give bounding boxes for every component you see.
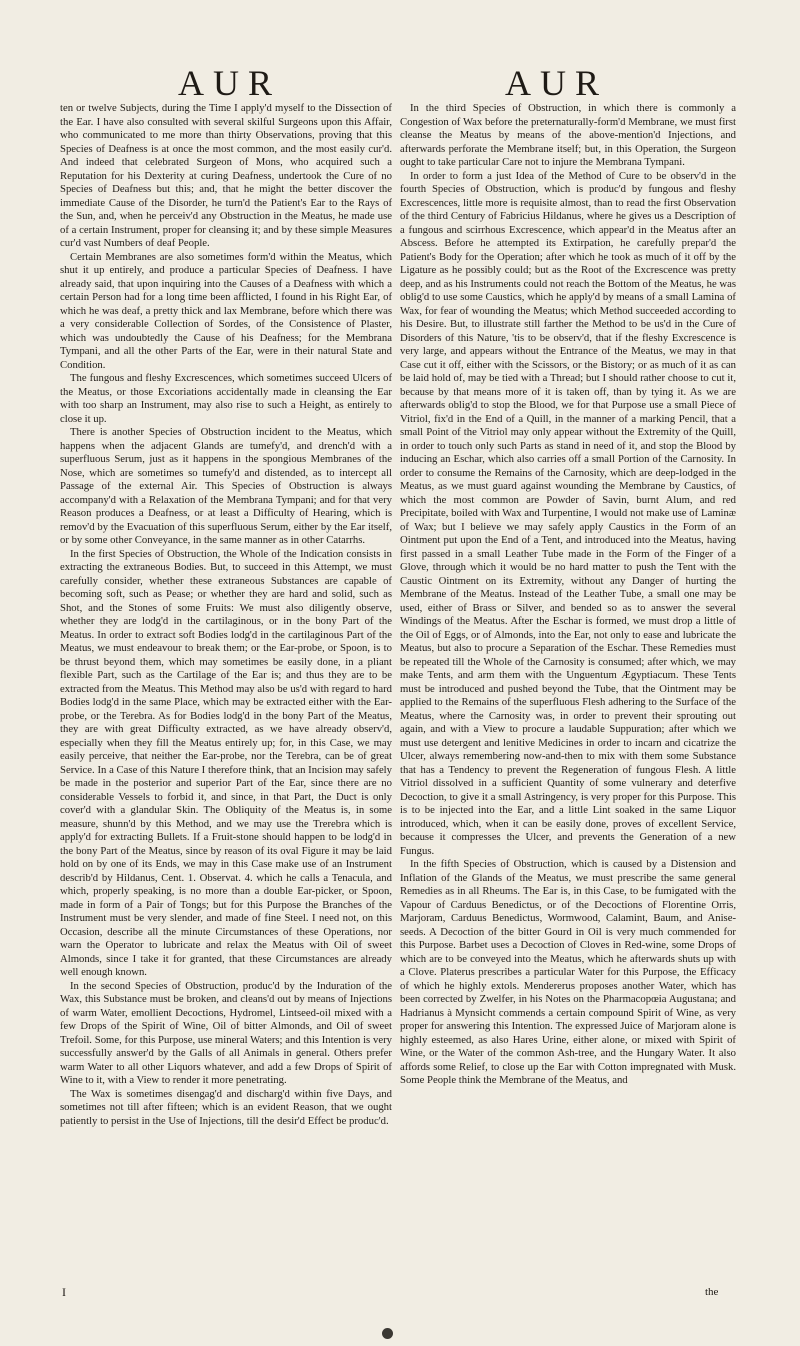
paragraph: In order to form a just Idea of the Method of Cure to be observ'd in the fourth Species of Obstruction, which is produc'd by fungous and fleshy Excrescences, little more is requisite almost, than to read the first Observation of the third Century of Fabricius Hildanus, where he gives us a Description of a fungous and scirrhous Excrescence, which appear'd in the Meatus after an Abscess. Before he attempted its Extirpation, he carefully prepar'd the Patient's Body for the Operation; after which he took as much of it off by the Ligature as he possibly could; but as the Root of the Excrescence was pretty deep, and as his Instruments could not reach the Bottom of the Meatus, he was oblig'd to use some Caustics, which he apply'd by means of a small Lamina of Wax, for fear of wounding the Meatus; which Method succeeded according to his Desire. But, to illustrate still farther the Method to be us'd in the Cure of Disorders of this Nature, 'tis to be observ'd, that if the fleshy Excrescence is very large, and appears without the Entrance of the Meatus, we may in that Case cut it off, either with the Scissors, or the Bistory; or as much of it as can be laid hold of, may be tied with a Thread; but I should rather choose to cut it, because by that means more of it is taken off, than by tying it. As we are afterwards oblig'd to stop the Blood, we for that Purpose use a small Piece of Vitriol, fix'd in the End of a Quill, in the manner of a marking Pencil, that a small Point of the Vitriol may only appear without the Extremity of the Quill, in order to touch only such Parts as stand in need of it, and stop the Blood by inducing an Eschar, which also carries off a small Portion of the Carnosity. In order to consume the Remains of the Carnosity, which are deep-lodged in the Meatus, as we must guard against wounding the Membrane by Caustics, of which the most common are Powder of Savin, burnt Alum, and red Precipitate, boiled with Wax and Turpentine, I would not make use of Laminæ of Wax; but I believe we may safely apply Caustics in the Form of an Ointment put upon the End of a Tent, and introduced into the Meatus, having first passed in a small Leather Tube made in the Form of the Finger of a Glove, through which it would be no hard matter to push the Tent with the Caustic Ointment on its Extremity, without any Danger of hurting the Membrane of the Meatus. Instead of the Leather Tube, a small one may be used, either of Brass or Silver, and bended so as to answer the several Windings of the Meatus. After the Eschar is formed, we must drop a little of the Oil of Eggs, or of Almonds, into the Ear, not only to ease and lubricate the Meatus, but also to procure a Separation of the Eschar. These Remedies must be repeated till the Whole of the Carnosity is consumed; after which, we may make Tents, and arm them with the Unguentum Ægyptiacum. These Tents must be introduced and pushed beyond the Tube, that the Ointment may be applied to the Remains of the superfluous Flesh adhering to the Surface of the Meatus, where the Carnosity was, in order to prevent their sprouting out again, and with a View to procure a laudable Suppuration; after which we must use detergent and lenitive Medicines in order to incarn and cicatrize the Ulcer, always remembering now-and-then to mix with them some Substance that has a Tendency to prevent the Regeneration of fungous Flesh. A little Vitriol dissolved in a sufficient Quantity of some vulnerary and deterfive Decoction, to give it a small Astringency, is very proper for this Purpose. This is to be injected into the Ear, and a little Lint soaked in the same Liquor introduced, which, when it can be easily done, proves of excellent Service, because it compresses the Ulcer, and prevents the Generation of a new Fungus.: [400, 169, 736, 857]
paragraph: In the third Species of Obstruction, in which there is commonly a Congestion of Wax before the preternaturally-form'd Membrane, we must first cleanse the Meatus by means of the above-mention'd Injections, and afterwards perforate the Membrane itself; but, in this Operation, the Surgeon ought to take particular Care not to injure the Membrana Tympani.: [400, 102, 736, 168]
paragraph: The fungous and fleshy Excrescences, which sometimes succeed Ulcers of the Meatus, or those Excoriations accidentally made in cleansing the Ear with too sharp an Instrument, may also rise to such a Height, as entirely to close it up.: [60, 372, 392, 425]
catchword: the: [705, 1286, 719, 1298]
running-head-left: AUR: [178, 63, 282, 103]
running-head-right: AUR: [505, 63, 609, 103]
left-column: [60, 102, 392, 1272]
ink-blot: [382, 1328, 393, 1339]
paragraph: Certain Membranes are also sometimes form'd within the Meatus, which shut it up entirely, and produce a particular Species of Deafness. I have already said, that upon inquiring into the Causes of a Deafness with which a certain Person had for a long time been afflicted, I found in his Right Ear, of which he was deaf, a pretty thick and lax Membrane, before which there was a very considerable Collection of Sordes, of the Consistence of Plaster, which was undoubtedly the Cause of his Deafness; for the Membrana Tympani, and all the other Parts of the Ear, were in their natural State and Condition.: [60, 250, 392, 371]
paragraph: In the first Species of Obstruction, the Whole of the Indication consists in extracting the extraneous Bodies. But, to succeed in this Attempt, we must carefully consider, whether these extraneous Substances are capable of becoming soft, such as Pease; or whether they are hard and solid, such as Shot, and the Stones of some Fruits: We must also diligently observe, whether they are lodg'd in the cartilaginous, or in the bony Part of the Meatus. In order to extract soft Bodies lodg'd in the cartilaginous Part of the Meatus, we must endeavour to break them; or the Ear-probe, or Spoon, is to be thrust beyond them, which may sometimes be easily done, in a pliant flexible Part, such as the Cartilage of the Ear is; and thus they are to be extracted from the Meatus. This Method may also be us'd with regard to hard Bodies lodg'd in the same Place, which may be extracted either with the Ear-probe, or the Terebra. As for Bodies lodg'd in the bony Part of the Meatus, they are with great Difficulty extracted, as we have already observ'd, especially when they fill the Meatus entirely up; for, in this Case, we may easily perceive, that neither the Ear-probe, nor the Terebra, can be of great Service. In a Case of this Nature I therefore think, that an Incision may safely be made in the posterior and superior Part of the Ear, since there are no considerable Vessels to forbid it, and since, in that Part, the Duct is only cover'd with a glandular Skin. The Obliquity of the Meatus is, in some measure, shunn'd by this Method, and we may use the Trerebra which is apply'd for extracting Bullets. If a Fruit-stone should happen to be lodg'd in the bony Part of the Meatus, since by reason of its oval Figure it may be laid hold on by one of its Ends, we may in this Case make use of an Instrument describ'd by Hildanus, Cent. 1. Observat. 4. which he calls a Tenacula, and which, properly speaking, is no more than a double Ear-picker, or Spoon, made in form of a Pair of Tongs; but for this Purpose the Branches of the Instrument must be very slender, and made of fine Steel. I need not, on this Occasion, describe all the minute Circumstances of these Operations, nor warn the Operator to lubricate and relax the Meatus with Oil of sweet Almonds, since I take it for granted, that these Circumstances are already well enough known.: [60, 547, 392, 978]
paragraph: ten or twelve Subjects, during the Time I apply'd myself to the Dissection of the Ear. I have also consulted with several skilful Surgeons upon this Affair, who communicated to me more than thirty Observations, proving that this Species of Deafness is at once the most common, and the most easily cur'd. And indeed that celebrated Surgeon of Mons, who acquired such a Reputation for his Dexterity at curing Deafness, undertook the Cure of no Species of Deafness but this; and, that he might the better discover the immediate Cause of the Disorder, he turn'd the Patient's Ear to the Rays of the Sun, and, when he perceiv'd any Obstruction in the Meatus, he made use of a certain Instrument, proper for cleansing it; and by these simple Measures cur'd vast Numbers of deaf People.: [60, 102, 392, 249]
paragraph: In the fifth Species of Obstruction, which is caused by a Distension and Inflation of the Glands of the Meatus, we must prescribe the same general Remedies as in all Rheums. The Ear is, in this Case, to be fumigated with the Vapour of Carduus Benedictus, or of the Decoctions of Florentine Orris, Marjoram, Carduus Benedictus, Wormwood, Calamint, Baum, and Anise-seeds. A Decoction of the bitter Gourd in Oil is very much commended for this Purpose. Barbet uses a Decoction of Cloves in Red-wine, some Drops of which are to be conveyed into the Meatus, which he afterwards shuts up with a Clove. Platerus prescribes a particular Water for this Purpose, the Efficacy of which he highly extols. Mendererus proposes another Water, which has been corrected by Zwelfer, in his Notes on the Pharmacopœia Augustana; and Hadrianus à Mynsicht commends a certain compound Spirit of Wine, as very proper for answering this Intention. The expressed Juice of Marjoram alone is highly esteemed, as also Hares Urine, either alone, or mixed with Spirit of Wine, or the Water of the common Ash-tree, and the Hungary Water. It also affords some Relief, to close up the Ear with Cotton impregnated with Musk. Some People think the Membrane of the Meatus, and: [400, 858, 736, 1086]
paragraph: In the second Species of Obstruction, produc'd by the Induration of the Wax, this Substance must be broken, and cleans'd out by means of Injections of warm Water, emollient Decoctions, Hydromel, Lintseed-oil mixed with a few Drops of the Spirit of Wine, Oil of bitter Almonds, and Oil of sweet Trefoil. Some, for this Purpose, use mineral Waters; and this Intention is very successfully answer'd by the Galls of all Animals in general. Others prefer warm Water to all other Liquors whatever, and add a few Drops of Spirit of Wine to it, with a View to render it more penetrating.: [60, 979, 392, 1086]
paragraph: There is another Species of Obstruction incident to the Meatus, which happens when the adjacent Glands are tumefy'd, and drench'd with a superfluous Serum, just as it happens in the spongious Membranes of the Nose, which are sometimes so tumefy'd and distended, as to intercept all Passage of the external Air. This Species of Obstruction is always accompany'd with a Relaxation of the Membrana Tympani; and for that very Reason produces a Deafness, or at least a Difficulty of Hearing, which is remov'd by the Evacuation of this superfluous Serum, either by the Ear itself, or by some other Conveyance, in the same manner as in other Catarrhs.: [60, 426, 392, 546]
paragraph: The Wax is sometimes disengag'd and discharg'd within five Days, and sometimes not till after fifteen; which is an evident Reason, that we ought patiently to persist in the Use of Injections, till the desir'd Effect be produc'd.: [60, 1087, 392, 1127]
signature-mark: I: [62, 1285, 66, 1299]
right-column: [400, 102, 736, 1272]
